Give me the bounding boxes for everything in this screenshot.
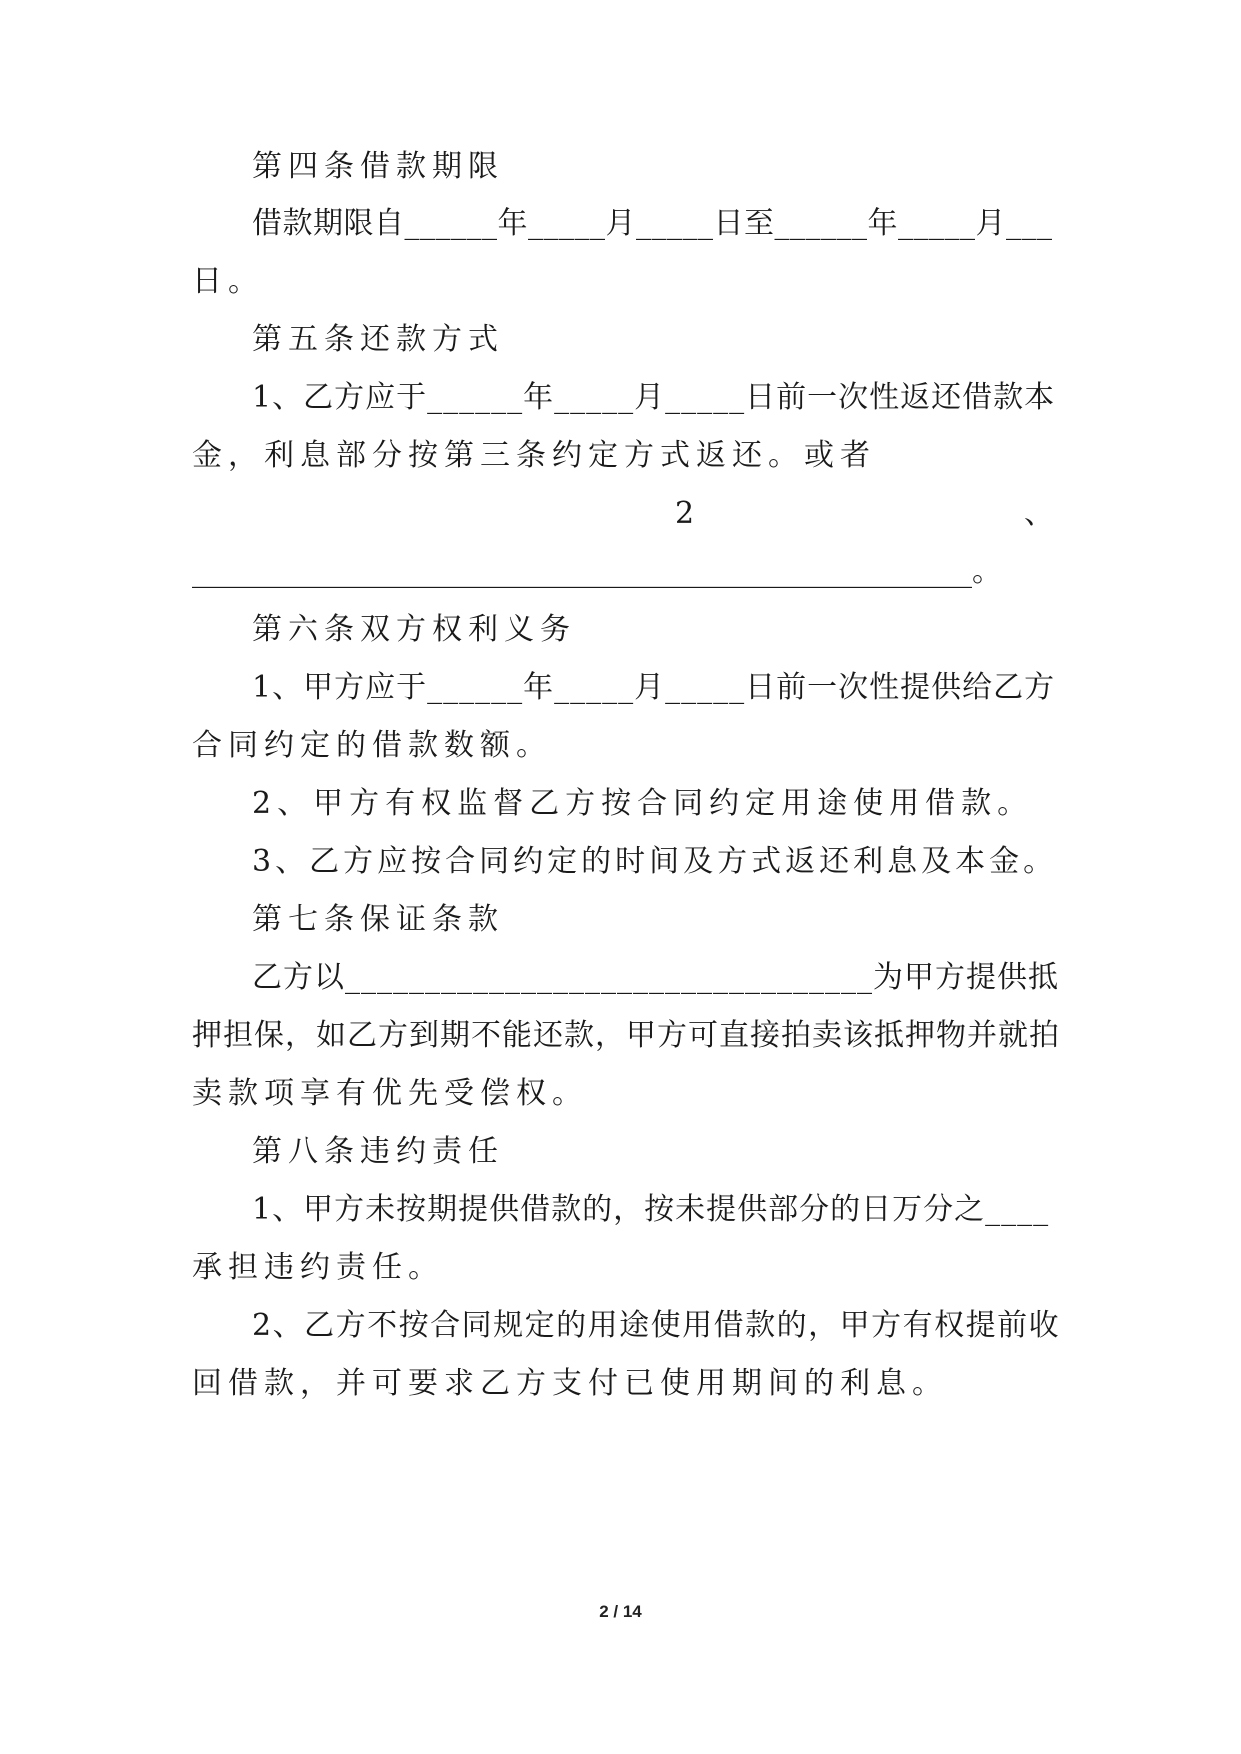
article6-item1-line2: 合同约定的借款数额。 bbox=[192, 728, 552, 763]
article6-item3: 3、乙方应按合同约定的时间及方式返还利息及本金。 bbox=[252, 844, 1058, 879]
page-indicator: 2 / 14 bbox=[599, 1602, 642, 1621]
article5-item2-number: 2 bbox=[675, 496, 701, 531]
article8-item2-line2: 回借款，并可要求乙方支付已使用期间的利息。 bbox=[192, 1366, 948, 1401]
article7-line3: 卖款项享有优先受偿权。 bbox=[192, 1076, 588, 1111]
article6-item2: 2、甲方有权监督乙方按合同约定用途使用借款。 bbox=[252, 786, 1034, 821]
article5-item2-row bbox=[192, 492, 1060, 536]
article7-line2: 押担保，如乙方到期不能还款，甲方可直接拍卖该抵押物并就拍 bbox=[192, 1018, 1060, 1053]
article8-item1-line1: 1、甲方未按期提供借款的，按未提供部分的日万分之____ bbox=[252, 1192, 1050, 1227]
article4-term-line-end: 日。 bbox=[192, 264, 264, 299]
article5-item1-line1: 1、乙方应于______年_____月_____日前一次性返还借款本 bbox=[252, 380, 1056, 415]
article8-heading: 第八条违约责任 bbox=[252, 1134, 504, 1169]
article7-heading: 第七条保证条款 bbox=[252, 902, 504, 937]
article5-item1-line2: 金，利息部分按第三条约定方式返还。或者 bbox=[192, 438, 876, 473]
article8-item2-line1: 2、乙方不按合同规定的用途使用借款的，甲方有权提前收 bbox=[252, 1308, 1061, 1343]
article4-term-line: 借款期限自______年_____月_____日至______年_____月___ bbox=[252, 206, 1053, 241]
article4-heading: 第四条借款期限 bbox=[252, 149, 504, 184]
article6-item1-line1: 1、甲方应于______年_____月_____日前一次性提供给乙方 bbox=[252, 670, 1056, 705]
article6-heading: 第六条双方权利义务 bbox=[252, 612, 576, 647]
article8-item1-line2: 承担违约责任。 bbox=[192, 1250, 444, 1285]
article5-item2-blank: ____________________________________________________。 bbox=[192, 554, 1002, 589]
article7-line1: 乙方以_________________________________为甲方提供抵 bbox=[252, 960, 1059, 995]
article5-heading: 第五条还款方式 bbox=[252, 322, 504, 357]
article5-item2-separator: 、 bbox=[1024, 496, 1060, 531]
